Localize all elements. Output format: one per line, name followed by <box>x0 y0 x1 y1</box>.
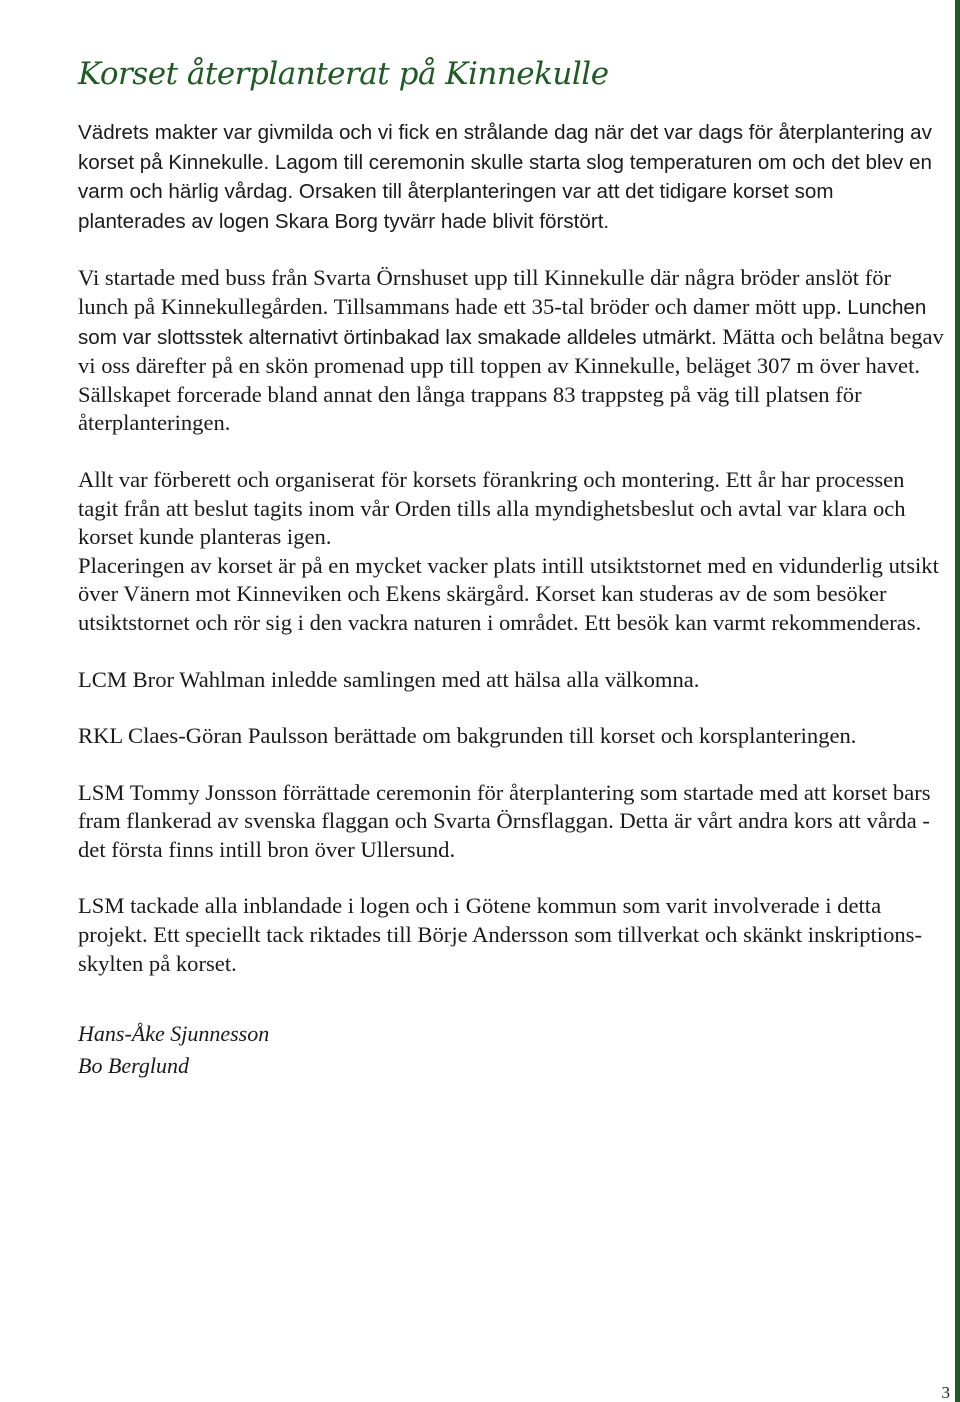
paragraph-preparation: Allt var förberett och organiserat för korsets förankring och montering. Ett år har processen tagit från att beslut tagits inom vår Orden tills alla myndighetsbeslut och avtal var klara och korset kunde planteras igen. <box>78 466 906 550</box>
paragraph-ceremony: LSM Tommy Jonsson förrättade ceremonin för återplantering som startade med att korset bars fram flankerad av svenska flaggan och Svarta Örnsflaggan. Detta är vårt andra kors att vårda - det första finns intill bron över Ullersund. <box>78 779 931 862</box>
paragraph-background: RKL Claes-Göran Paulsson berättade om bakgrunden till korset och korsplanteringen. <box>78 723 857 749</box>
trip-text-a: Vi startade med buss från Svarta Örnshuset upp till Kinnekulle där några bröder anslöt för lunch på Kinnekullegården. <box>78 265 892 319</box>
paragraph-thanks: LSM tackade alla inblandade i logen och i Götene kommun som varit involverade i detta projekt. Ett speciellt tack riktades till Börje Andersson som tillverkat och skänkt inskriptions-skylten på korset. <box>78 893 922 976</box>
signature-name: Hans-Åke Sjunnesson <box>78 1021 270 1047</box>
page-border <box>955 0 960 1402</box>
paragraph-intro <box>78 118 946 236</box>
paragraph-placement: Placeringen av korset är på en mycket vacker plats intill utsiktstornet med en vidunderlig utsikt över Vänern mot Kinneviken och Ekens skärgård. Korset kan studeras av de som besöker utsiktstornet och rör sig i den vackra naturen i området. Ett besök kan varmt rekommenderas. <box>78 552 939 635</box>
article <box>78 48 946 1082</box>
page-number: 3 <box>941 1383 950 1402</box>
signature-name: Bo Berglund <box>78 1053 189 1079</box>
intro-text-a: Vädrets makter var givmilda och vi fick en strålande dag när det var dags för återplantering av korset på Kinnekulle. Lagom till ceremonin skulle starta slog temperaturen om och det blev en varm och härlig vårdag. <box>78 121 932 204</box>
trip-text-c: Lunchen som var slottsstek alternativt örtinbakad lax smakade alldeles utmärkt. <box>78 295 927 349</box>
trip-text-e: Sällskapet forcerade bland annat den långa trappans 83 trappsteg på väg till platsen för återplanteringen. <box>78 381 862 436</box>
trip-text-d: Mätta och belåtna begav vi oss därefter på en skön promenad upp till toppen av Kinnekulle, beläget 307 m över havet. <box>78 323 944 379</box>
paragraph-welcome: LCM Bror Wahlman inledde samlingen med att hälsa alla välkomna. <box>78 666 700 692</box>
trip-text-b: Tillsammans hade ett 35-tal bröder och damer mött upp. <box>333 293 848 319</box>
signatures <box>78 1018 946 1082</box>
intro-text-b: Orsaken till återplanteringen var att det tidigare korset som planterades av logen Skara Borg tyvärr hade blivit förstört. <box>78 180 834 233</box>
paragraph-trip <box>78 264 946 438</box>
article-title: Korset återplanterat på Kinnekulle <box>78 56 609 92</box>
